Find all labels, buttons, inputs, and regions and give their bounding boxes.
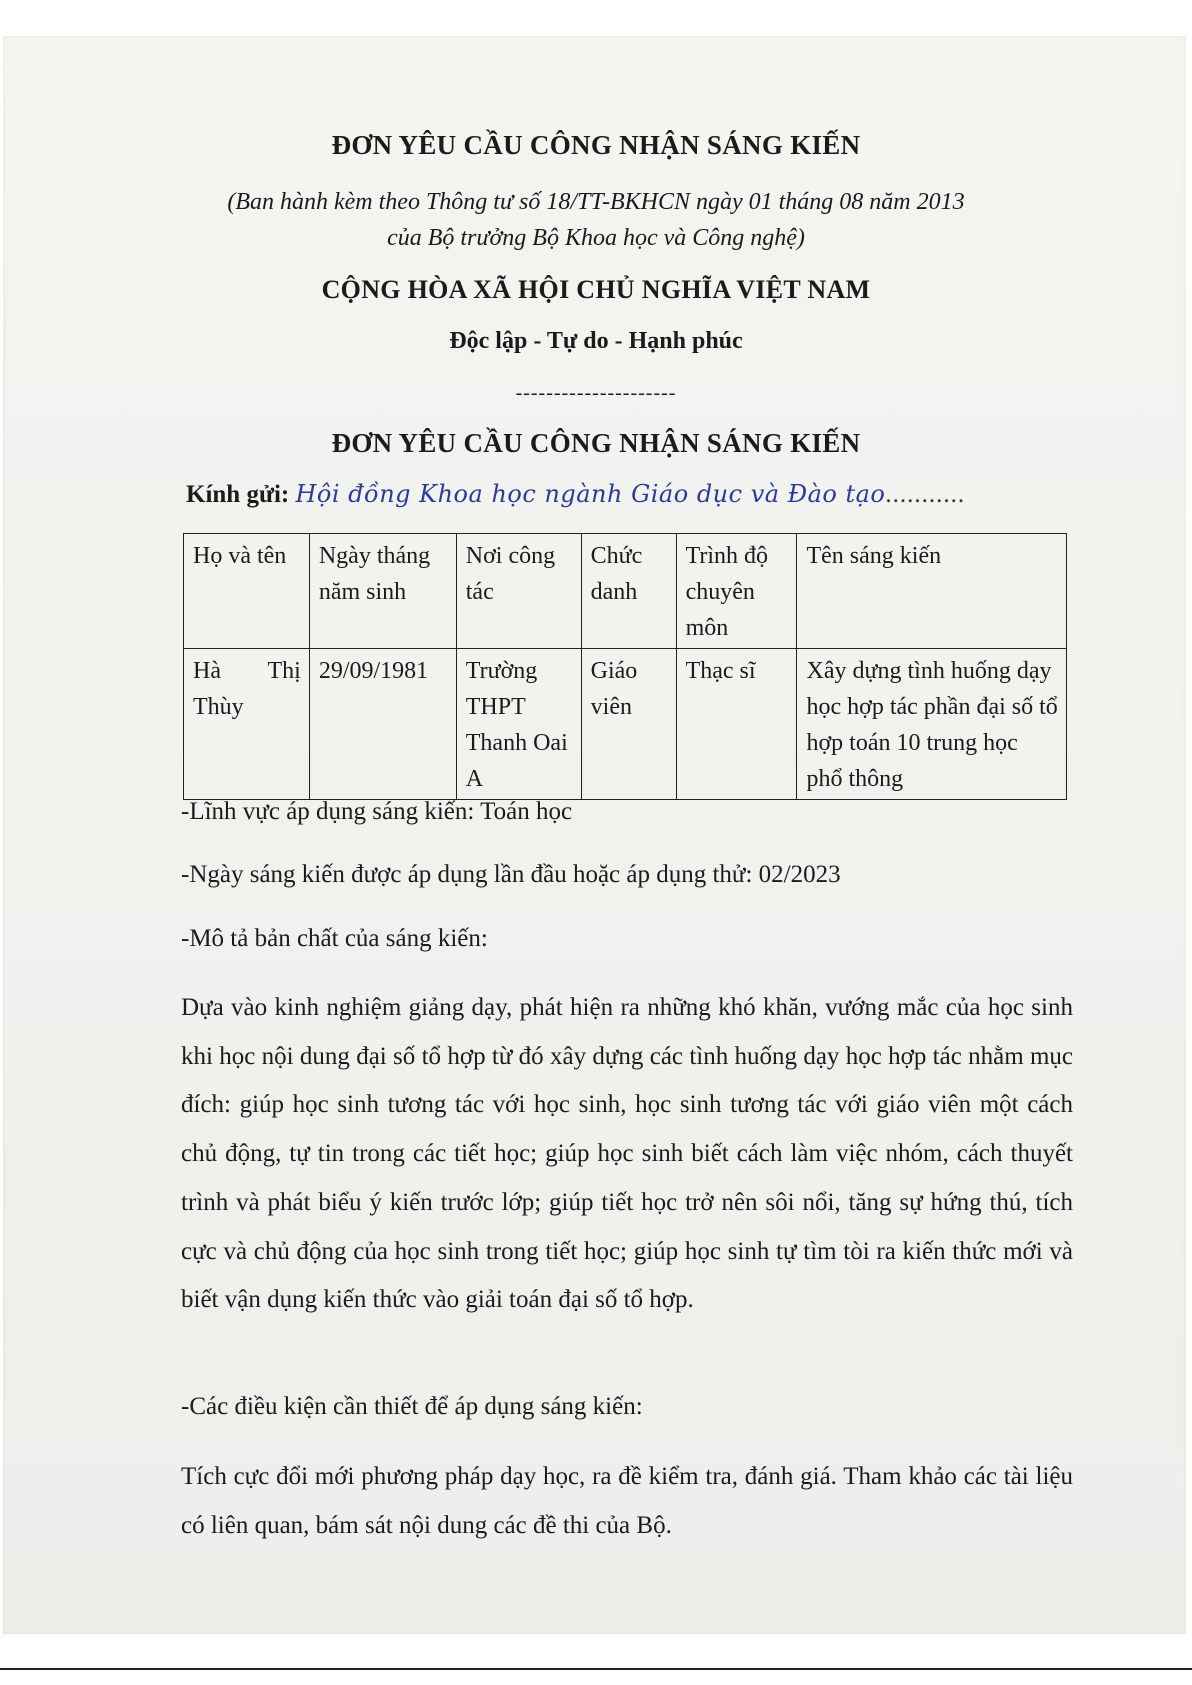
header-name: Họ và tên <box>184 534 310 649</box>
conditions-label: -Các điều kiện cần thiết để áp dụng sáng kiến: <box>181 1393 643 1420</box>
author-table <box>183 533 1067 800</box>
header-qualification: Trình độ chuyên môn <box>676 534 797 649</box>
cell-qualification: Thạc sĩ <box>676 649 797 800</box>
cell-name: Hà Thị Thùy <box>184 649 310 800</box>
cell-title: Giáo viên <box>581 649 676 800</box>
table-header-row <box>184 534 1067 649</box>
table-row <box>184 649 1067 800</box>
header-birthdate: Ngày tháng năm sinh <box>309 534 456 649</box>
recipient-line <box>186 480 965 509</box>
field-line: -Lĩnh vực áp dụng sáng kiến: Toán học <box>181 798 573 825</box>
recipient-label: Kính gửi: <box>186 481 290 508</box>
issued-line-2: của Bộ trưởng Bộ Khoa học và Công nghệ) <box>387 225 805 251</box>
recipient-handwritten: Hội đồng Khoa học ngành Giáo dục và Đào tạo <box>295 480 886 508</box>
cell-birthdate: 29/09/1981 <box>309 649 456 800</box>
cell-workplace: Trường THPT Thanh Oai A <box>456 649 581 800</box>
top-title: ĐƠN YÊU CẦU CÔNG NHẬN SÁNG KIẾN <box>331 130 861 160</box>
country-name: CỘNG HÒA XÃ HỘI CHỦ NGHĨA VIỆT NAM <box>321 275 871 304</box>
recipient-dots: ........... <box>885 481 966 508</box>
header-title: Chức danh <box>581 534 676 649</box>
date-applied-line: -Ngày sáng kiến được áp dụng lần đầu hoặc áp dụng thử: 02/2023 <box>181 861 841 888</box>
description-label: -Mô tả bản chất của sáng kiến: <box>181 925 488 952</box>
form-title: ĐƠN YÊU CẦU CÔNG NHẬN SÁNG KIẾN <box>331 428 861 458</box>
bottom-rule <box>0 1668 1192 1670</box>
motto: Độc lập - Tự do - Hạnh phúc <box>449 328 743 354</box>
header-initiative-name: Tên sáng kiến <box>797 534 1067 649</box>
description-paragraph: Dựa vào kinh nghiệm giảng dạy, phát hiện ra những khó khăn, vướng mắc của học sinh khi học nội dung đại số tổ hợp từ đó xây dựng các tình huống dạy học hợp tác nhằm mục đích: giúp học sinh tương tác với học sinh, học sinh tương tác với giáo viên một cách chủ động, tự tin trong các tiết học; giúp học sinh biết cách làm việc nhóm, cách thuyết trình và phát biểu ý kiến trước lớp; giúp tiết học trở nên sôi nổi, tăng sự hứng thú, tích cực và chủ động của học sinh trong tiết học; giúp học sinh tự tìm tòi ra kiến thức mới và biết vận dụng kiến thức vào giải toán đại số tổ hợp. <box>181 994 1073 1314</box>
cell-initiative-name: Xây dựng tình huống dạy học hợp tác phần đại số tổ hợp toán 10 trung học phổ thông <box>797 649 1067 800</box>
separator: --------------------- <box>515 382 677 404</box>
issued-line-1: (Ban hành kèm theo Thông tư số 18/TT-BKHCN ngày 01 tháng 08 năm 2013 <box>227 189 965 215</box>
header-workplace: Nơi công tác <box>456 534 581 649</box>
conditions-paragraph: Tích cực đổi mới phương pháp dạy học, ra đề kiểm tra, đánh giá. Tham khảo các tài liệu có liên quan, bám sát nội dung các đề thi của Bộ. <box>181 1463 1073 1539</box>
